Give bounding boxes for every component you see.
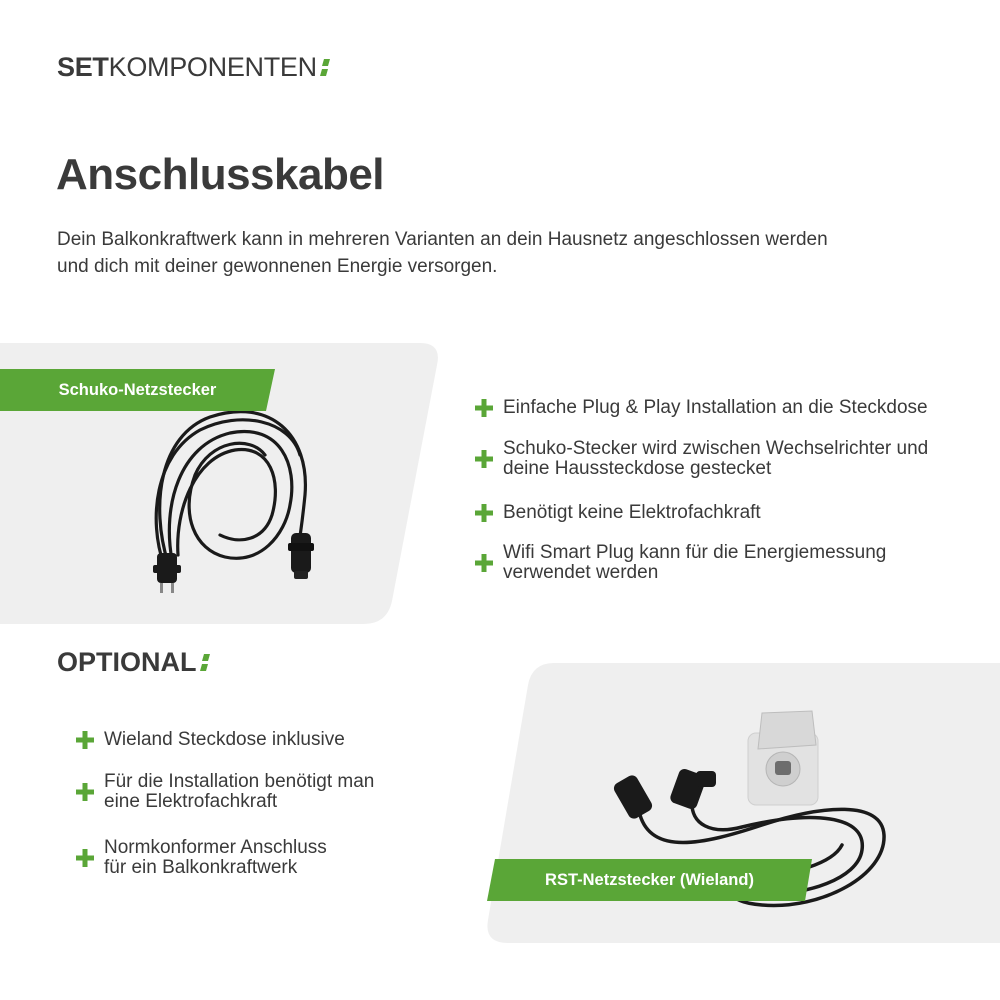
- plus-icon: [474, 398, 494, 418]
- feature-text: Wifi Smart Plug kann für die Energiemessung: [503, 542, 887, 563]
- feature-text: Einfache Plug & Play Installation an die Steckdose: [503, 397, 928, 418]
- brand-regular: KOMPONENTEN: [108, 52, 317, 82]
- list-item: [474, 500, 974, 526]
- list-item: [474, 439, 974, 479]
- intro-line-2: und dich mit deiner gewonnenen Energie versorgen.: [57, 256, 498, 277]
- rst-tag: [487, 859, 812, 901]
- schuko-tag: [0, 369, 275, 411]
- schuko-cable-image: [140, 395, 330, 620]
- optional-accent-icon: [199, 651, 211, 673]
- plus-icon: [474, 449, 494, 469]
- plus-icon: [75, 730, 95, 750]
- feature-text: Normkonformer Anschluss: [104, 837, 327, 858]
- intro-text: [57, 226, 877, 280]
- feature-text: eine Elektrofachkraft: [104, 791, 278, 812]
- list-item: [474, 395, 974, 421]
- optional-heading-text: OPTIONAL: [57, 647, 197, 677]
- rst-tag-label: RST-Netzstecker (Wieland): [545, 871, 754, 889]
- plus-icon: [75, 848, 95, 868]
- optional-heading: [57, 647, 211, 678]
- feature-text: Wieland Steckdose inklusive: [104, 729, 345, 750]
- feature-text: verwendet werden: [503, 562, 659, 583]
- plus-icon: [474, 553, 494, 573]
- feature-text: Benötigt keine Elektrofachkraft: [503, 502, 761, 523]
- feature-text: Für die Installation benötigt man: [104, 771, 375, 792]
- feature-text: deine Haussteckdose gestecket: [503, 458, 772, 479]
- wieland-socket-icon: [748, 711, 818, 805]
- brand-bold: SET: [57, 52, 109, 82]
- list-item: [75, 728, 455, 752]
- intro-line-1: Dein Balkonkraftwerk kann in mehreren Varianten an dein Hausnetz angeschlossen werden: [57, 229, 828, 250]
- list-item: [75, 838, 455, 878]
- list-item: [474, 543, 974, 583]
- plus-icon: [75, 782, 95, 802]
- schuko-tag-label: Schuko-Netzstecker: [58, 381, 217, 399]
- brand-logo: [57, 52, 331, 83]
- schuko-feature-list: [474, 395, 974, 583]
- page-title: Anschlusskabel: [56, 150, 385, 199]
- plus-icon: [474, 503, 494, 523]
- feature-text: für ein Balkonkraftwerk: [104, 857, 298, 878]
- list-item: [75, 772, 455, 812]
- brand-accent-icon: [319, 56, 331, 78]
- optional-feature-list: [75, 728, 455, 878]
- feature-text: Schuko-Stecker wird zwischen Wechselrichter und: [503, 438, 929, 459]
